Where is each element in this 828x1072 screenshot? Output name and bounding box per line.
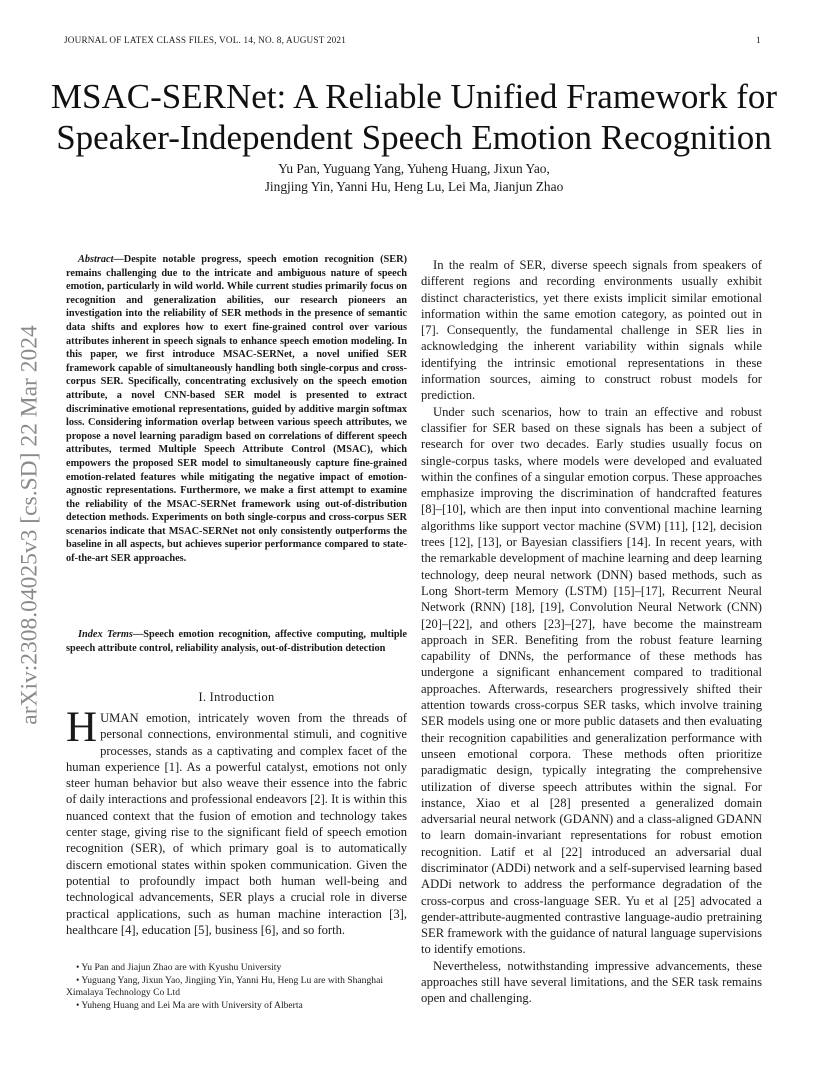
title-line-1: MSAC-SERNet: A Reliable Unified Framework for [50,77,778,116]
affiliation-footnotes [66,962,407,1012]
footnote: • Yuheng Huang and Lei Ma are with University of Alberta [76,999,303,1011]
body-paragraph: In the realm of SER, diverse speech signals from speakers of different regions and recording environments usually exhibit distinct characteristics, yet there exists implicit similar emotional information within the same emotion category, as pointed out in [7]. Consequently, the fundamental challenge in SER lies in acknowledging the inherent variability within signals while identifying the intrinsic emotional representations in these information sources, aiming to construct robust models for prediction. [421,258,762,403]
index-terms-label: Index Terms [78,629,133,640]
intro-text: emotion, intricately woven from the threads of personal connections, environmental stimuli, and cognitive processes, stands as a captivating and complex facet of the human experience [1]. As a powerful catalyst, emotions not only steer human behavior but also weave their essence into the fabric of daily interactions and professional endeavors [2]. It is within this nuanced context that the fusion of emotion and technology takes center stage, giving rise to the significant field of speech emotion recognition (SER), of which primary goal is to automatically discern emotional states within spoken communication. Given the potential to profoundly impact both human well-being and technological advancements, SER plays a crucial role in diverse practical applications, such as human machine interaction [3], healthcare [4], education [5], business [6], and so forth. [66,711,408,937]
index-terms-text: —Speech emotion recognition, affective computing, multiple speech attribute control, reliability analysis, out-of-distribution detection [66,629,407,654]
author-list [100,160,728,196]
intro-first-word: UMAN [100,711,139,725]
introduction-paragraph [66,704,408,938]
index-terms [66,628,407,655]
running-header: JOURNAL OF LATEX CLASS FILES, VOL. 14, NO. 8, AUGUST 2021 [64,35,347,45]
abstract [66,253,407,566]
footnote: • Yu Pan and Jiajun Zhao are with Kyushu University [76,962,282,973]
abstract-label: Abstract [78,254,114,265]
right-column-body [421,257,762,1007]
section-heading: I. Introduction [198,690,275,704]
body-paragraph: Under such scenarios, how to train an effective and robust classifier for SER based on these signals has been a subject of research for over two decades. Early studies usually focus on single-corpus tasks, where models were developed and evaluated within the confines of a singular emotion corpus. These approaches emphasize improving the discrimination of handcrafted features [8]–[10], which are then input into conventional machine learning algorithms like support vector machine (SVM) [11], [12], decision trees [12], [13], or Bayesian classifiers [14]. In recent years, with the remarkable development of machine learning and deep learning technology, deep neural network (DNN) based methods, such as Long Short-term Memory (LSTM) [15]–[17], Recurrent Neural Network (RNN) [18], [19], Convolution Neural Network (CNN) [20]–[22], and others [23]–[27], have become the mainstream approach in SER. Benefiting from the robust feature learning capability of DNNs, the performance of these methods has undergone a significant enhancement compared to traditional approaches. Afterwards, researchers progressively shifted their attention towards cross-corpus SER tasks, which involve training SER models using one or more public datasets and then evaluating their recognition capabilities and generalization performance with unseen emotional corpora. These methods often prioritize paradigmatic design, typically integrating the comprehensive utilization of diverse speech attributes within the signal. For instance, Xiao et al [28] presented a generalized domain adversarial neural network (GDANN) and a class-aligned GDANN to learn domain-invariant representations for robust emotion recognition. Latif et al [22] introduced an adversarial dual discriminator (ADDi) network and a self-supervised learning based ADDi network to address the performance degradation of the cross-corpus and cross-language SER. Yu et al [25] advocated a gender-attribute-augmented contrastive language-audio pretraining SER framework with the guidance of natural language supervisions to identify emotions. [421,404,762,957]
arxiv-identifier: arXiv:2308.04025v3 [cs.SD] 22 Mar 2024 [16,325,43,725]
paper-title [40,76,788,158]
page-number: 1 [756,35,761,45]
footnote: • Yuguang Yang, Jixun Yao, Jingjing Yin, Yanni Hu, Heng Lu are with Shanghai Ximalaya Technology Co Ltd [66,974,383,998]
abstract-text: —Despite notable progress, speech emotion recognition (SER) remains challenging due to the intricate and ambiguous nature of speech emotion, particularly in wild world. While current studies primarily focus on recognition and generalization abilities, our research pioneers an investigation into the reliability of SER methods in the presence of semantic data shifts and explores how to exert fine-grained control over various attributes inherent in speech signals to enhance speech emotion modeling. In this paper, we first introduce MSAC-SERNet, a novel unified SER framework capable of simultaneously handling both single-corpus and cross-corpus SER. Specifically, concentrating exclusively on the speech emotion attribute, a novel CNN-based SER model is presented to extract discriminative emotional representations, guided by additive margin softmax loss. Considering information overlap between various speech attributes, we propose a novel learning paradigm based on correlations of different speech attributes, termed Multiple Speech Attribute Control (MSAC), which empowers the proposed SER model to simultaneously capture fine-grained emotion-related features while mitigating the negative impact of emotion-agnostic representations. Furthermore, we make a first attempt to examine the reliability of the MSAC-SERNet framework using out-of-distribution detection methods. Experiments on both single-corpus and cross-corpus SER scenarios indicate that MSAC-SERNet not only consistently outperforms the baseline in all aspects, but achieves superior performance compared to state-of-the-art SER approaches. [66,254,407,565]
title-line-2: Speaker-Independent Speech Emotion Recognition [56,118,772,157]
body-paragraph: Nevertheless, notwithstanding impressive advancements, these approaches still have several limitations, and the SER task remains open and challenging. [421,958,762,1006]
authors-line-2: Jingjing Yin, Yanni Hu, Heng Lu, Lei Ma, Jianjun Zhao [264,179,564,194]
drop-cap: H [66,704,98,751]
authors-line-1: Yu Pan, Yuguang Yang, Yuheng Huang, Jixun Yao, [278,161,550,176]
arxiv-side-stamp [11,285,49,765]
